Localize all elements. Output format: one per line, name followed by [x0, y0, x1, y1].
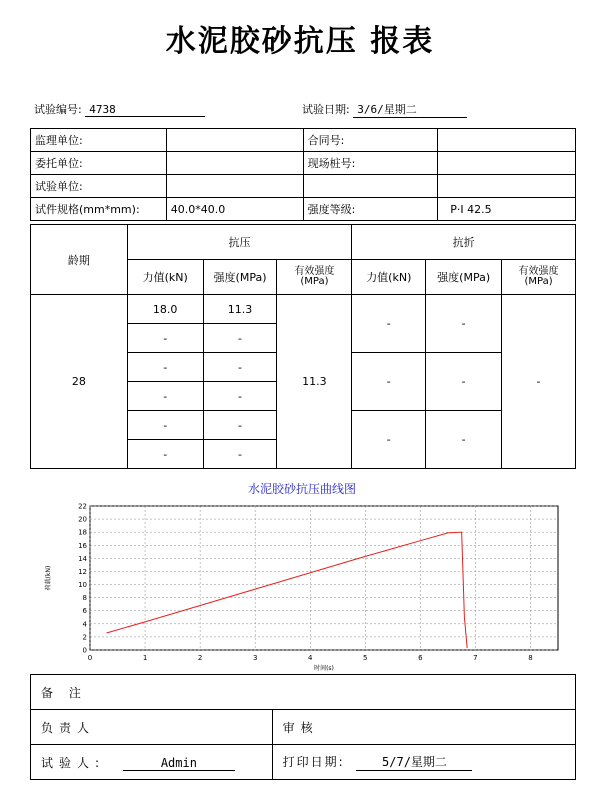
- page-title: 水泥胶砂抗压 报表: [165, 24, 435, 59]
- sample-no-value: 4738: [85, 103, 205, 117]
- y-tick-label: 20: [78, 515, 87, 524]
- grade-value: P·I 42.5: [438, 198, 576, 221]
- spec-value: 40.0*40.0: [166, 198, 303, 221]
- compress-strength-header: 强度(MPa): [203, 260, 277, 295]
- x-tick-label: 1: [142, 654, 148, 662]
- x-tick-label: 2: [197, 654, 203, 662]
- print-date-label: 打印日期:: [282, 755, 345, 769]
- test-date-label: 试验日期:: [302, 103, 350, 116]
- contract-label: 合同号:: [303, 129, 438, 152]
- compress-header: 抗压: [127, 225, 352, 260]
- y-tick-label: 8: [82, 594, 87, 603]
- y-tick-label: 14: [78, 554, 87, 563]
- compress-strength-cell: -: [203, 382, 277, 411]
- y-tick-label: 18: [78, 528, 87, 537]
- flex-effective-value: -: [502, 295, 576, 469]
- print-date-cell: [272, 745, 575, 780]
- contract-value: [438, 129, 576, 152]
- x-tick-label: 8: [528, 654, 533, 662]
- plot-frame: [90, 506, 558, 650]
- y-tick-label: 16: [78, 541, 87, 550]
- compress-strength-cell: 11.3: [203, 295, 277, 324]
- age-value: 28: [31, 295, 128, 469]
- age-header: 龄期: [31, 225, 128, 295]
- x-tick-label: 7: [473, 654, 478, 662]
- sample-no-label: 试验编号:: [34, 103, 82, 116]
- compress-strength-cell: -: [203, 411, 277, 440]
- y-tick-label: 4: [82, 620, 87, 629]
- grade-label: 强度等级:: [303, 198, 438, 221]
- spec-label: 试件规格(mm*mm):: [31, 198, 167, 221]
- site-value: [438, 152, 576, 175]
- y-tick-label: 22: [78, 502, 87, 511]
- eff-label: 有效强度: [518, 266, 559, 277]
- flex-force-header: 力值(kN): [352, 260, 426, 295]
- eff-label: 有效强度: [294, 266, 335, 277]
- empty-cell: [438, 175, 576, 198]
- chart-title: 水泥胶砂抗压曲线图: [247, 482, 357, 496]
- supervisor-label: 监理单位:: [31, 129, 167, 152]
- load-curve-chart: [30, 478, 570, 674]
- flex-force-cell: -: [352, 411, 426, 469]
- compress-strength-cell: -: [203, 353, 277, 382]
- compress-strength-cell: -: [203, 440, 277, 469]
- flex-header: 抗折: [352, 225, 576, 260]
- flex-strength-cell: -: [426, 295, 502, 353]
- compress-force-cell: 18.0: [127, 295, 203, 324]
- y-tick-label: 2: [82, 633, 87, 642]
- compress-force-cell: -: [127, 382, 203, 411]
- flex-force-cell: -: [352, 295, 426, 353]
- plot-area: [44, 503, 558, 673]
- eff-unit: (MPa): [300, 276, 329, 287]
- lab-value: [166, 175, 303, 198]
- test-date-field: [302, 101, 467, 118]
- compress-effective-header: [277, 260, 352, 295]
- flex-force-cell: -: [352, 353, 426, 411]
- responsible-label: 负责人: [31, 710, 273, 745]
- info-table: [30, 128, 576, 221]
- compress-force-cell: -: [127, 411, 203, 440]
- footer-table: [30, 674, 576, 780]
- y-tick-label: 0: [82, 646, 87, 655]
- client-label: 委托单位:: [31, 152, 167, 175]
- y-tick-label: 10: [78, 581, 87, 590]
- supervisor-value: [166, 129, 303, 152]
- y-tick-label: 6: [82, 607, 87, 616]
- flex-strength-header: 强度(MPa): [426, 260, 502, 295]
- x-tick-label: 4: [308, 654, 313, 662]
- tester-cell: [31, 745, 273, 780]
- print-date-value: 5/7/星期二: [356, 753, 472, 771]
- x-tick-label: 3: [252, 654, 258, 662]
- site-label: 现场桩号:: [303, 152, 438, 175]
- y-axis-label: 荷载(kN): [45, 565, 52, 591]
- eff-unit: (MPa): [524, 276, 553, 287]
- results-table: [30, 224, 576, 469]
- compress-force-cell: -: [127, 440, 203, 469]
- review-label: 审核: [272, 710, 575, 745]
- compress-strength-cell: -: [203, 324, 277, 353]
- compress-force-cell: -: [127, 324, 203, 353]
- flex-strength-cell: -: [426, 411, 502, 469]
- lab-label: 试验单位:: [31, 175, 167, 198]
- y-tick-label: 12: [78, 567, 87, 576]
- flex-strength-cell: -: [426, 353, 502, 411]
- x-tick-label: 0: [87, 654, 93, 662]
- remarks-label: 备 注: [31, 675, 576, 710]
- tester-value: Admin: [123, 756, 235, 771]
- compress-force-cell: -: [127, 353, 203, 382]
- x-axis-label: 时间(s): [314, 665, 334, 672]
- x-tick-label: 6: [418, 654, 423, 662]
- x-tick-label: 5: [363, 654, 368, 662]
- client-value: [166, 152, 303, 175]
- empty-cell: [303, 175, 438, 198]
- sample-no-field: [34, 101, 205, 117]
- test-date-value: 3/6/星期二: [353, 101, 467, 118]
- flex-effective-header: [502, 260, 576, 295]
- tester-label: 试验人:: [41, 755, 106, 770]
- compress-effective-value: 11.3: [277, 295, 352, 469]
- compress-force-header: 力值(kN): [127, 260, 203, 295]
